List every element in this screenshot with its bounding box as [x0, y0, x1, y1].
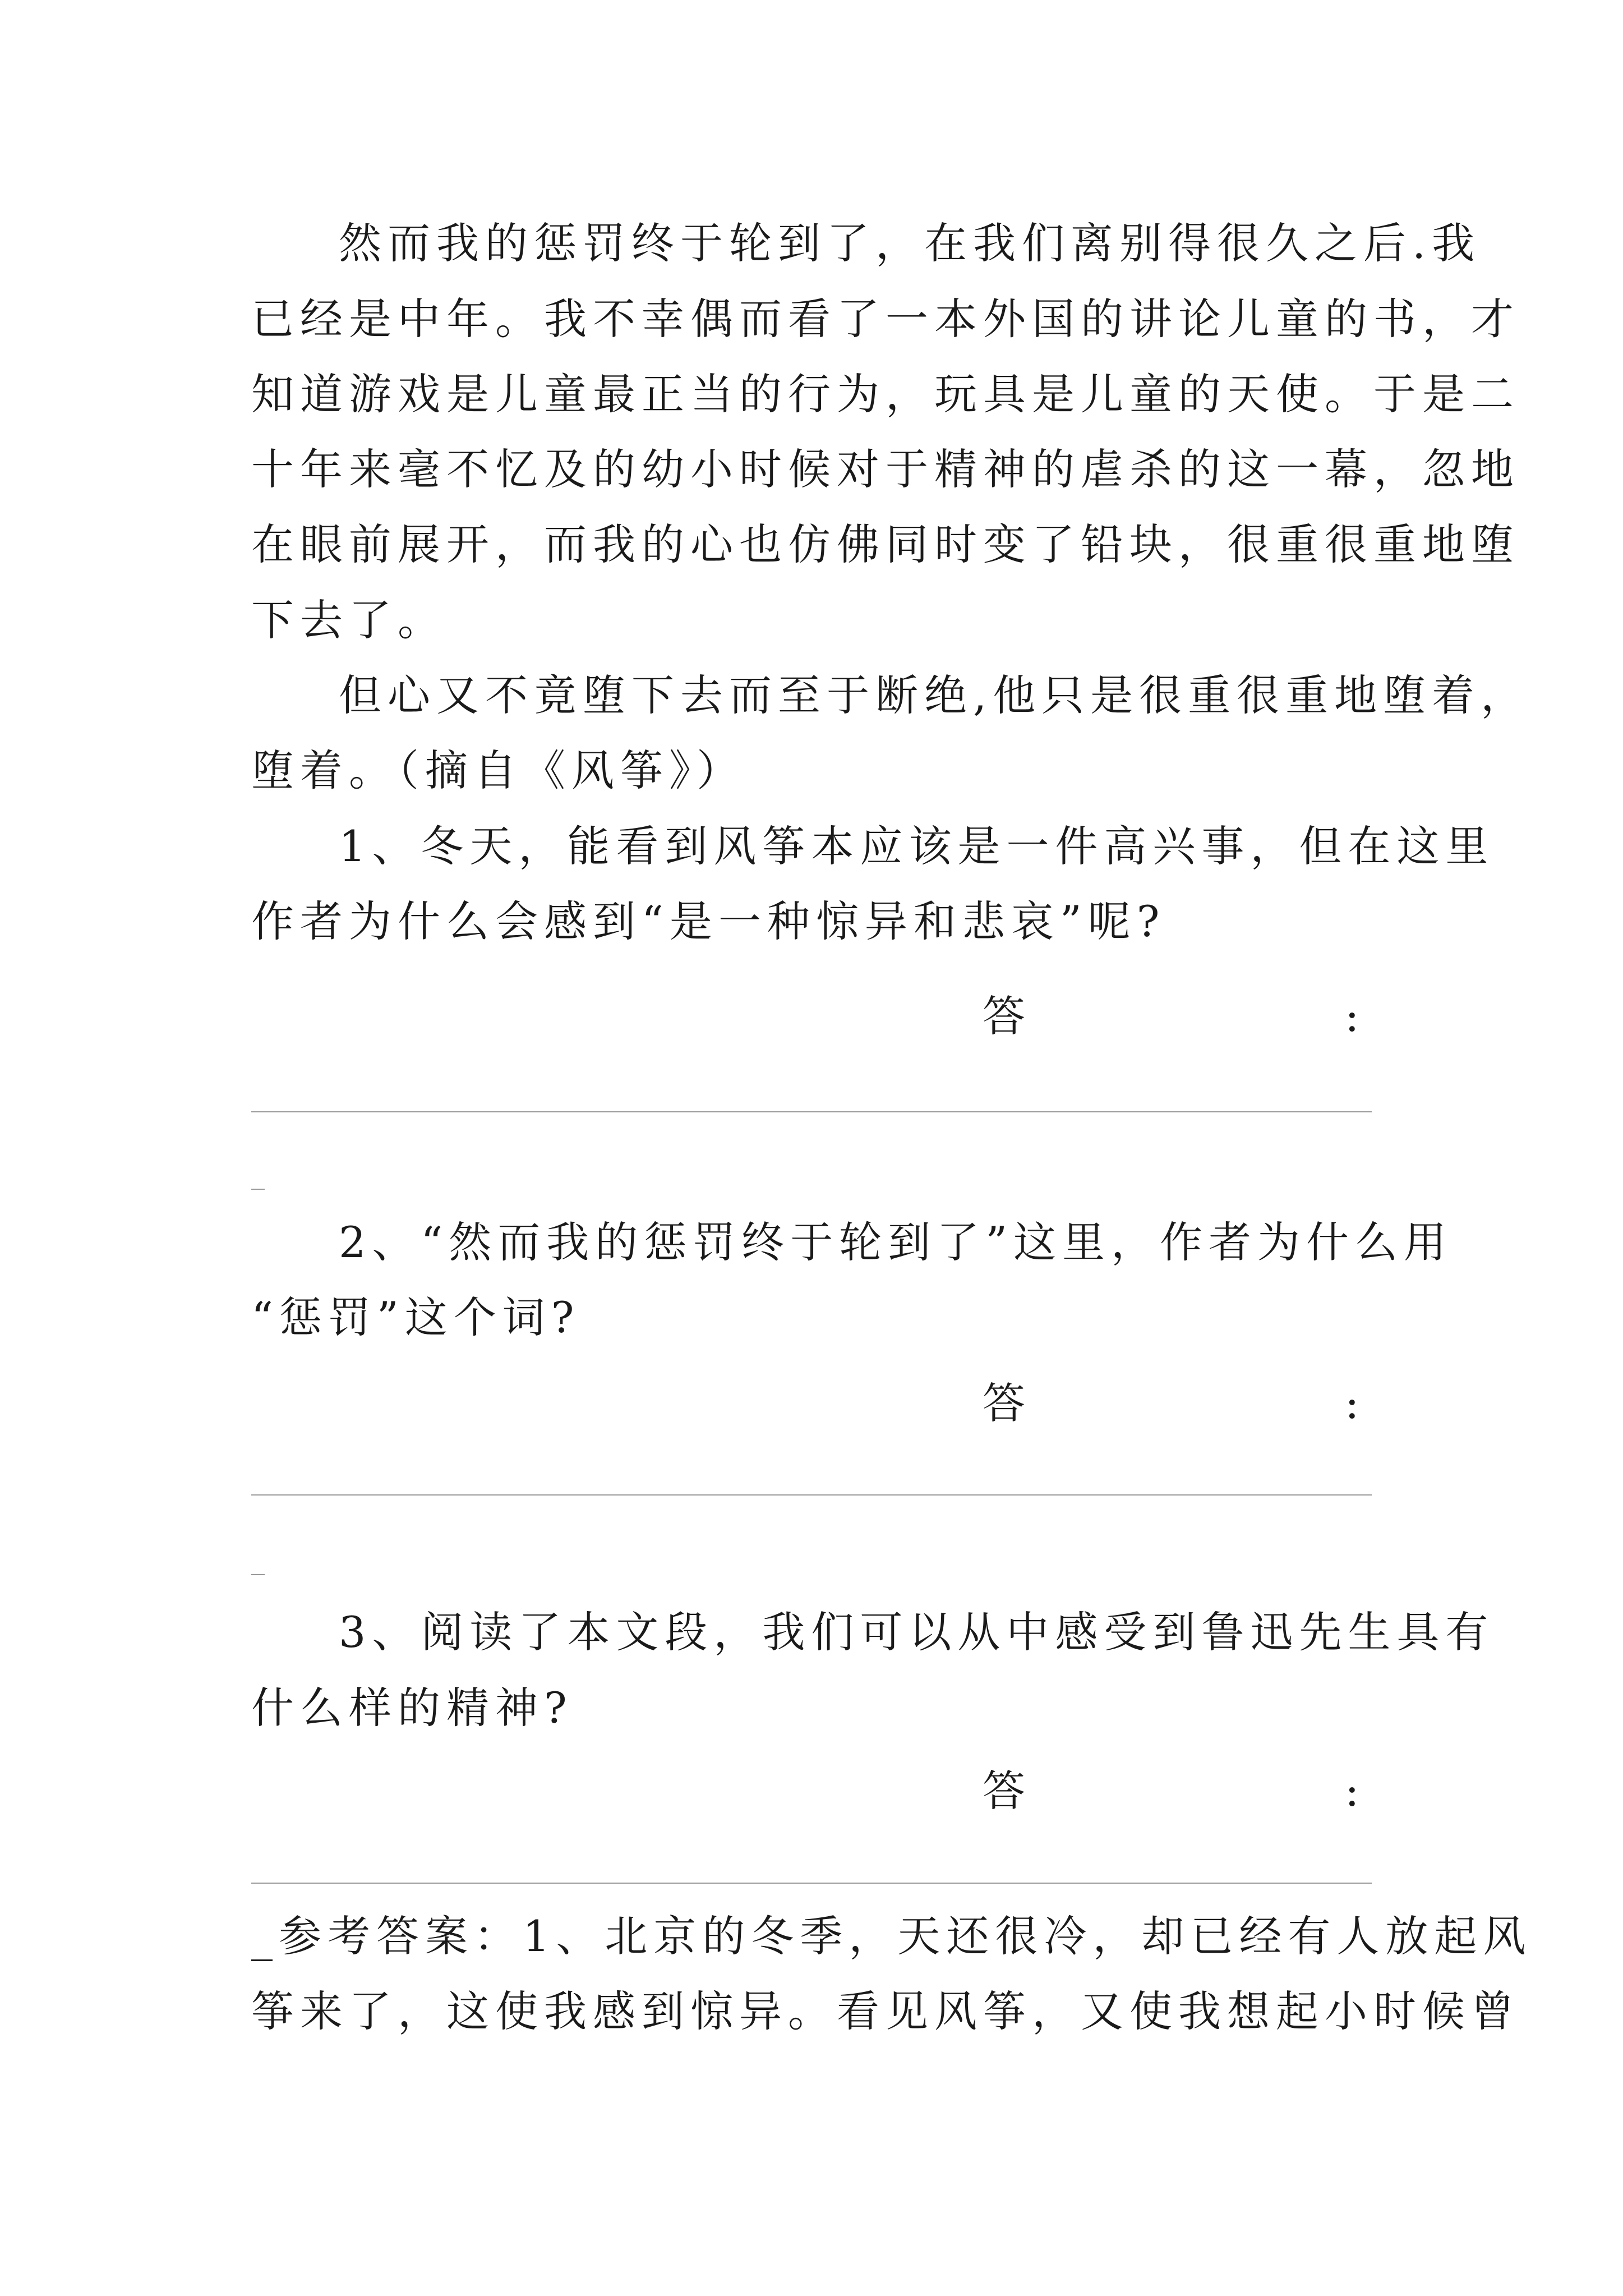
answer-1-colon: : — [1345, 991, 1359, 1041]
answer-3-colon: : — [1345, 1766, 1359, 1816]
answer-3-label: 答 — [983, 1766, 1025, 1816]
answer-1-blank-line[interactable] — [251, 1111, 1372, 1112]
answer-1-blank-stub — [251, 1189, 265, 1190]
question-1-text: 作者为什么会感到“是一种惊异和悲哀”呢? — [251, 896, 1166, 946]
passage-line: 已经是中年。我不幸偶而看了一本外国的讲论儿童的书，才 — [251, 294, 1520, 344]
answer-2-label: 答 — [983, 1378, 1025, 1428]
passage-line: 十年来毫不忆及的幼小时候对于精神的虐杀的这一幕，忽地 — [251, 444, 1520, 494]
answer-3-blank-line[interactable] — [251, 1883, 1372, 1884]
passage-line: 但心又不竟堕下去而至于断绝,他只是很重很重地堕着， — [339, 670, 1530, 720]
question-2-text: 2、“然而我的惩罚终于轮到了”这里，作者为什么用 — [339, 1217, 1453, 1267]
answer-2-colon: : — [1345, 1378, 1359, 1428]
answer-1-label: 答 — [983, 991, 1025, 1041]
question-2-text: “惩罚”这个词? — [251, 1292, 580, 1342]
reference-answer-line: 筝来了，这使我感到惊异。看见风筝，又使我想起小时候曾 — [251, 1986, 1520, 2036]
question-1-text: 1、冬天，能看到风筝本应该是一件高兴事，但在这里 — [339, 821, 1495, 871]
question-3-text: 3、阅读了本文段，我们可以从中感受到鲁迅先生具有 — [339, 1607, 1495, 1657]
passage-line: 下去了。 — [251, 595, 446, 645]
question-3-text: 什么样的精神? — [251, 1683, 573, 1733]
passage-line: 在眼前展开，而我的心也仿佛同时变了铅块，很重很重地堕 — [251, 519, 1520, 569]
passage-line: 知道游戏是儿童最正当的行为，玩具是儿童的天使。于是二 — [251, 369, 1520, 419]
reference-answer-line: _参考答案：1、北京的冬季，天还很冷，却已经有人放起风 — [251, 1911, 1532, 1961]
answer-2-blank-stub — [251, 1574, 265, 1575]
answer-2-blank-line[interactable] — [251, 1494, 1372, 1496]
passage-line: 然而我的惩罚终于轮到了，在我们离别得很久之后.我 — [339, 218, 1481, 268]
passage-line: 堕着。（摘自《风筝》） — [251, 746, 745, 795]
